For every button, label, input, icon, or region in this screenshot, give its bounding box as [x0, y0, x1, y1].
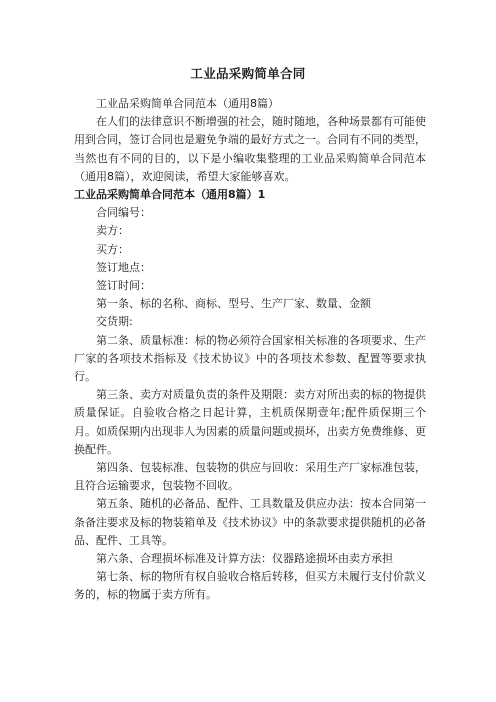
- article-1: 第一条、标的名称、商标、型号、生产厂家、数量、金额: [96, 297, 371, 311]
- contract-number-line: 合同编号：: [96, 206, 151, 220]
- delivery-line: 交货期:: [96, 315, 133, 329]
- article-2: 第二条、质量标准：标的物必须符合国家相关标准的各项要求、生产厂家的各项技术指标及《技术协议》中的各项技术参数、配置等要求执行。: [74, 333, 426, 384]
- article-5: 第五条、随机的必备品、配件、工具数量及供应办法：按本合同第一条备注要求及标的物装箱单及《技术协议》中的条款要求提供随机的必备品、配件、工具等。: [74, 497, 426, 547]
- article-7: 第七条、标的物所有权自验收合格后转移，但买方未履行支付价款义务的，标的物属于卖方所有。: [74, 570, 426, 602]
- intro-paragraph: 在人们的法律意识不断增强的社会，随时随地，各种场景都有可能使用到合同，签订合同也是避免争端的最好方式之一。合同有不同的类型，当然也有不同的目的，以下是小编收集整理的工业品采购简单合同范本（通用8篇），欢迎阅读，希望大家能够喜欢。: [74, 115, 426, 183]
- document-body: [74, 95, 426, 605]
- signing-time-line: 签订时间：: [96, 279, 151, 293]
- article-4: 第四条、包装标准、包装物的供应与回收：采用生产厂家标准包装，且符合运输要求，包装物不回收。: [74, 461, 426, 493]
- document-title: 工业品采购简单合同: [190, 66, 306, 81]
- seller-line: 卖方：: [96, 224, 129, 238]
- subtitle-paragraph: 工业品采购简单合同范本（通用8篇）: [96, 97, 279, 110]
- section-heading: 工业品采购简单合同范本（通用8篇）1: [74, 188, 266, 202]
- signing-place-line: 签订地点：: [96, 260, 151, 274]
- buyer-line: 买方：: [96, 242, 129, 256]
- article-6: 第六条、合理损坏标准及计算方法：仪器路途损坏由卖方承担: [96, 552, 393, 566]
- article-3: 第三条、卖方对质量负责的条件及期限：卖方对所出卖的标的物提供质量保证。自验收合格之日起计算，主机质保期壹年;配件质保期三个月。如质保期内出现非人为因素的质量问题或损坏，出卖方免费维修、更换配件。: [74, 388, 426, 456]
